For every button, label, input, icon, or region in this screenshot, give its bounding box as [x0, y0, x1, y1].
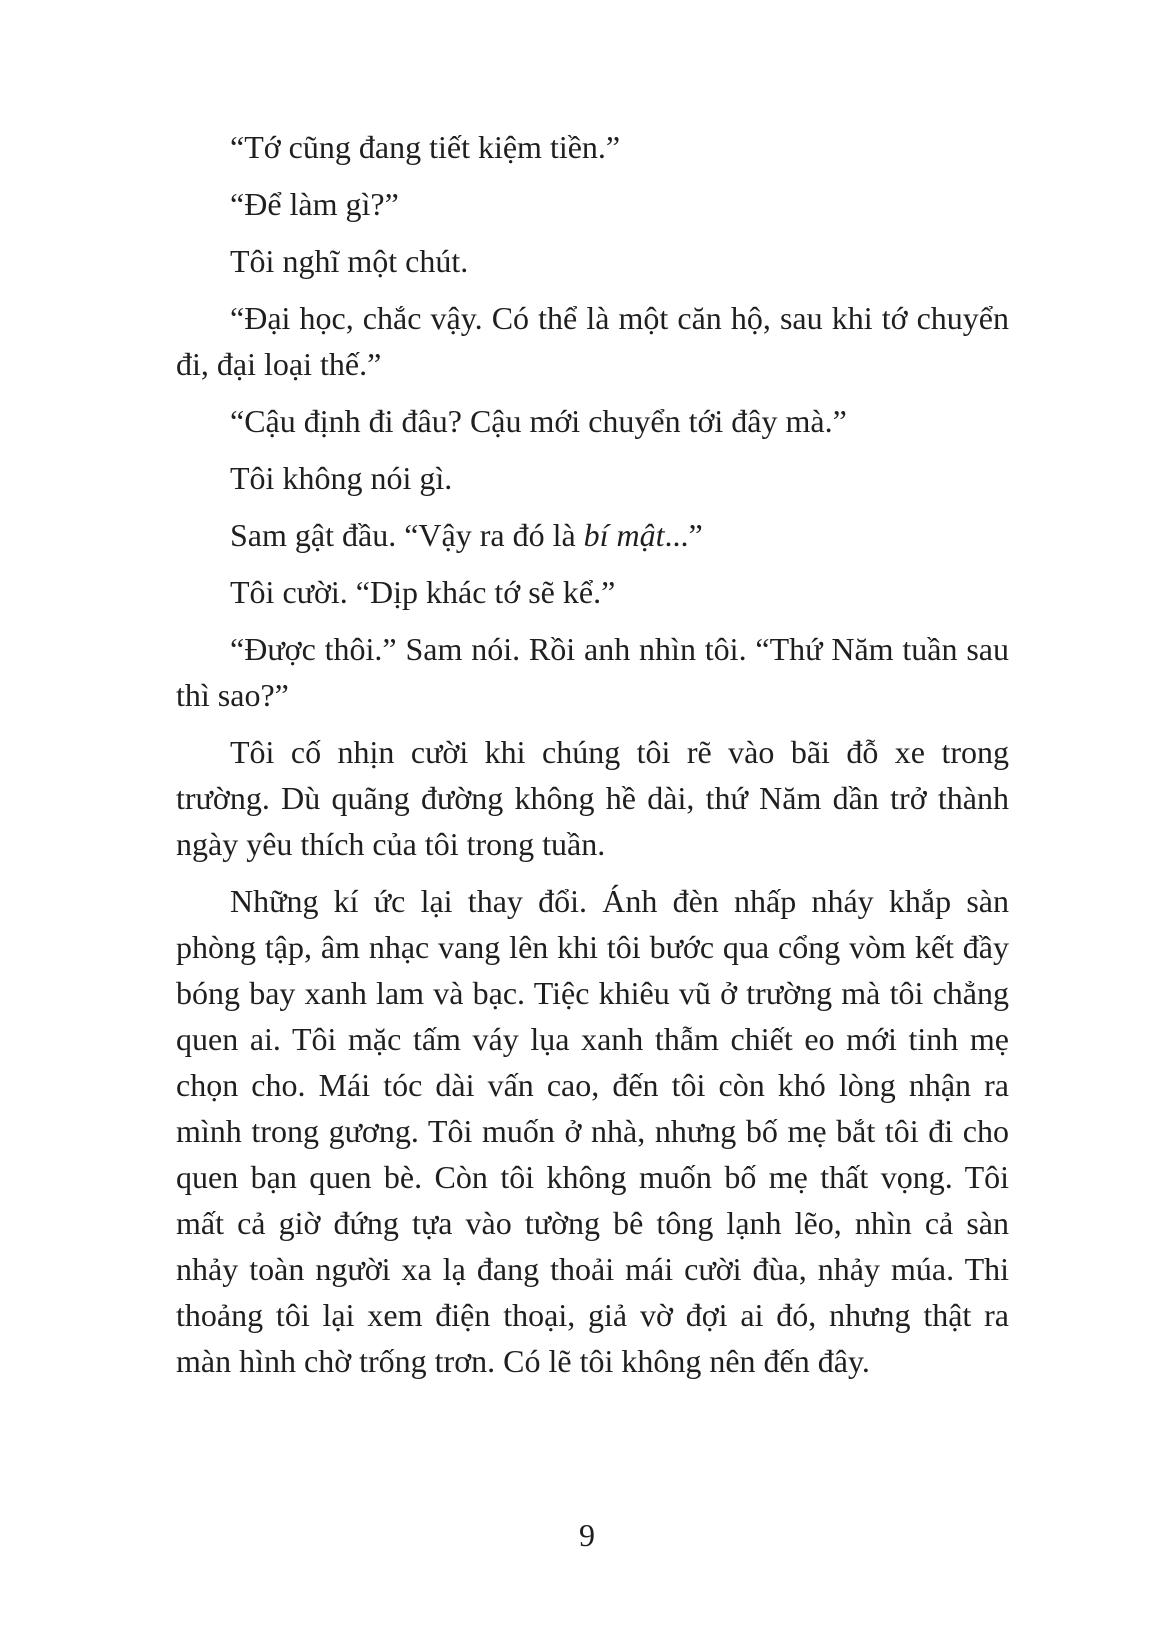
paragraph: Những kí ức lại thay đổi. Ánh đèn nhấp nháy khắp sàn phòng tập, âm nhạc vang lên khi tôi bước qua cổng vòm kết đầy bóng bay xanh lam và bạc. Tiệc khiêu vũ ở trường mà tôi chẳng quen ai. Tôi mặc tấm váy lụa xanh thẫm chiết eo mới tinh mẹ chọn cho. Mái tóc dài vấn cao, đến tôi còn khó lòng nhận ra mình trong gương. Tôi muốn ở nhà, nhưng bố mẹ bắt tôi đi cho quen bạn quen bè. Còn tôi không muốn bố mẹ thất vọng. Tôi mất cả giờ đứng tựa vào tường bê tông lạnh lẽo, nhìn cả sàn nhảy toàn người xa lạ đang thoải mái cười đùa, nhảy múa. Thi thoảng tôi lại xem điện thoại, giả vờ đợi ai đó, nhưng thật ra màn hình chờ trống trơn. Có lẽ tôi không nên đến đây. [176, 883, 1009, 1379]
paragraph: Tôi cười. “Dịp khác tớ sẽ kể.” [230, 574, 616, 610]
paragraph: Tôi cố nhịn cười khi chúng tôi rẽ vào bãi đỗ xe trong trường. Dù quãng đường không hề dài, thứ Năm dần trở thành ngày yêu thích của tôi trong tuần. [176, 734, 1009, 862]
paragraph: “Tớ cũng đang tiết kiệm tiền.” [230, 129, 621, 165]
paragraph: “Để làm gì?” [230, 186, 399, 222]
page-number: 9 [579, 1517, 595, 1553]
paragraph: Tôi nghĩ một chút. [230, 243, 469, 279]
paragraph: Sam gật đầu. “Vậy ra đó là bí mật...” [230, 517, 703, 553]
paragraph: Tôi không nói gì. [230, 460, 453, 496]
paragraph: “Được thôi.” Sam nói. Rồi anh nhìn tôi. “Thứ Năm tuần sau thì sao?” [176, 631, 1009, 713]
body-text [176, 124, 1009, 1395]
paragraph: “Đại học, chắc vậy. Có thể là một căn hộ, sau khi tớ chuyển đi, đại loại thế.” [176, 300, 1009, 382]
italic-emphasis: bí mật [583, 517, 665, 553]
paragraph: “Cậu định đi đâu? Cậu mới chuyển tới đây mà.” [230, 403, 847, 439]
